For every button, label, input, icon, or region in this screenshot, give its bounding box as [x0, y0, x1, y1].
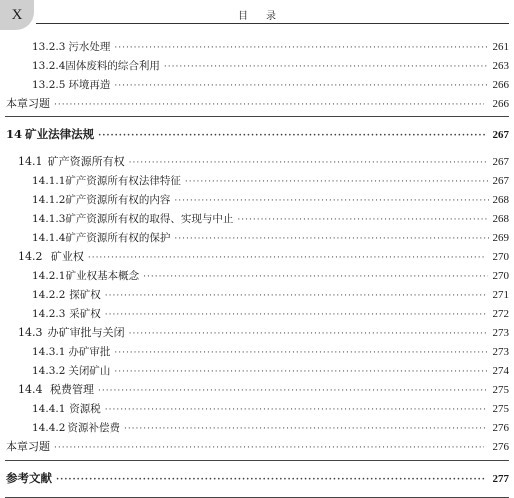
toc-entry-title: 矿产资源所有权法律特征: [65, 175, 181, 187]
toc-entry[interactable]: [32, 191, 509, 209]
toc-entry[interactable]: [32, 76, 509, 94]
toc-entry[interactable]: [32, 305, 509, 323]
toc-entry-page: 270: [492, 251, 509, 263]
toc-entry-number: 14.2: [18, 250, 43, 263]
toc-entry-page: 261: [492, 41, 509, 53]
toc-entry-number: 14.2.2: [32, 289, 66, 301]
leader-dots: [164, 58, 489, 76]
toc-entry-title: 资源税: [69, 403, 101, 415]
toc-entry[interactable]: [6, 95, 509, 113]
toc-entry-page: 268: [492, 213, 509, 225]
leader-dots: [143, 268, 488, 286]
toc-entry-page: 275: [492, 403, 509, 415]
toc-entry-title: 本章习题: [6, 97, 50, 110]
leader-dots: [105, 287, 487, 305]
toc-entry-title: 矿业法律法规: [25, 127, 95, 141]
toc-entry[interactable]: [32, 210, 509, 228]
toc-entry-number: 14.1.1: [32, 175, 66, 187]
leader-dots: [114, 39, 486, 57]
toc-entry[interactable]: [32, 343, 509, 361]
toc-entry-page: 263: [492, 60, 509, 72]
toc-entry-number: 14.4.2: [32, 422, 66, 434]
toc-entry-title: 采矿权: [69, 308, 101, 320]
leader-dots: [129, 154, 488, 172]
toc-entry-page: 273: [492, 346, 509, 358]
toc-entry-page: 269: [492, 232, 509, 244]
toc-entry[interactable]: [32, 419, 509, 437]
leader-dots: [237, 211, 488, 229]
toc-entry-title: 参考文献: [6, 471, 52, 485]
toc-entry[interactable]: [32, 229, 509, 247]
toc-entry-title: 税费管理: [50, 383, 95, 396]
leader-dots: [124, 420, 487, 438]
toc-entry-number: 14.1: [18, 155, 43, 168]
toc-entry-page: 266: [492, 98, 509, 110]
toc-entry-page: 267: [492, 156, 510, 168]
toc-entry-page: 266: [492, 79, 509, 91]
leader-dots: [54, 439, 484, 457]
toc-entry-page: 275: [492, 384, 509, 396]
toc-entry-number: 14.1.2: [32, 194, 66, 206]
page-number: X: [11, 6, 23, 23]
section-divider: [5, 460, 509, 461]
toc-entry[interactable]: [32, 267, 509, 285]
toc-entry-page: 271: [492, 289, 509, 301]
toc-entry-page: 276: [492, 422, 509, 434]
toc-entry-title: 矿产资源所有权: [47, 155, 125, 168]
leader-dots: [105, 306, 487, 324]
toc-entry-page: 272: [492, 308, 509, 320]
header-rule: [36, 23, 509, 24]
toc-entry[interactable]: [18, 324, 509, 342]
toc-entry-page: 276: [492, 441, 509, 453]
toc-entry[interactable]: [32, 286, 509, 304]
leader-dots: [98, 127, 487, 145]
toc-entry-page: 268: [492, 194, 509, 206]
toc-entry-number: 14.4.1: [32, 403, 66, 415]
toc-entry[interactable]: [32, 57, 509, 75]
toc-entry-title: 矿产资源所有权的保护: [65, 232, 171, 244]
leader-dots: [56, 471, 485, 489]
toc-entry[interactable]: [6, 438, 509, 456]
leader-dots: [114, 363, 486, 381]
toc-entry-title: 矿业权: [50, 250, 84, 263]
toc-entry[interactable]: [32, 172, 509, 190]
leader-dots: [114, 344, 486, 362]
toc-entry-title: 矿产资源所有权的取得、实现与中止: [65, 213, 234, 225]
toc-entry-number: 14.3: [18, 326, 43, 339]
toc-entry-page: 270: [492, 270, 509, 282]
running-header-title: 目录: [238, 11, 294, 22]
toc-entry[interactable]: [32, 38, 509, 56]
toc-entry-number: 14.4: [18, 383, 43, 396]
toc-entry[interactable]: [18, 381, 509, 399]
toc-entry[interactable]: [32, 400, 509, 418]
toc-entry-title: 污水处理: [68, 41, 111, 53]
toc-entry-title: 矿业权基本概念: [65, 270, 140, 282]
toc-entry-title: 办矿审批: [68, 346, 111, 358]
toc-entry[interactable]: [18, 153, 509, 171]
toc-entry-number: 14: [6, 127, 23, 141]
leader-dots: [174, 192, 488, 210]
toc-entry-number: 14.2.1: [32, 270, 66, 282]
toc-entry-number: 14.2.3: [32, 308, 66, 320]
toc-entry-page: 267: [492, 175, 509, 187]
toc-entry-title: 矿产资源所有权的内容: [65, 194, 171, 206]
leader-dots: [54, 96, 484, 114]
toc-entry-title: 资源补偿费: [67, 422, 120, 434]
toc-entry-number: 13.2.5: [32, 79, 66, 91]
toc-entry-page: 274: [492, 365, 509, 377]
leader-dots: [174, 230, 488, 248]
toc-entry-page: 273: [492, 327, 510, 339]
toc-entry-number: 14.1.4: [32, 232, 66, 244]
toc-entry[interactable]: [6, 469, 509, 487]
leader-dots: [98, 382, 486, 400]
toc-entry-number: 14.3.2: [32, 365, 66, 377]
leader-dots: [129, 325, 488, 343]
section-divider: [5, 116, 509, 117]
toc-entry-number: 13.2.3: [32, 41, 66, 53]
toc-entry[interactable]: [32, 362, 509, 380]
toc-entry-title: 环境再造: [68, 79, 111, 91]
toc-entry[interactable]: [18, 248, 509, 266]
toc-entry-title: 关闭矿山: [68, 365, 111, 377]
leader-dots: [105, 401, 487, 419]
toc-entry-number: 14.3.1: [32, 346, 66, 358]
leader-dots: [114, 77, 486, 95]
toc-entry-page: 277: [492, 473, 509, 485]
leader-dots: [88, 249, 486, 267]
toc-entry-title: 固体废料的综合利用: [65, 60, 160, 72]
leader-dots: [185, 173, 489, 191]
toc-entry-number: 13.2.4: [32, 60, 66, 72]
toc-entry-title: 办矿审批与关闭: [47, 326, 125, 339]
toc-entry-number: 14.1.3: [32, 213, 66, 225]
toc-entry-title: 本章习题: [6, 440, 50, 453]
toc-entry[interactable]: [6, 125, 509, 143]
toc-entry-page: 267: [492, 129, 509, 141]
toc-entry-title: 探矿权: [69, 289, 101, 301]
